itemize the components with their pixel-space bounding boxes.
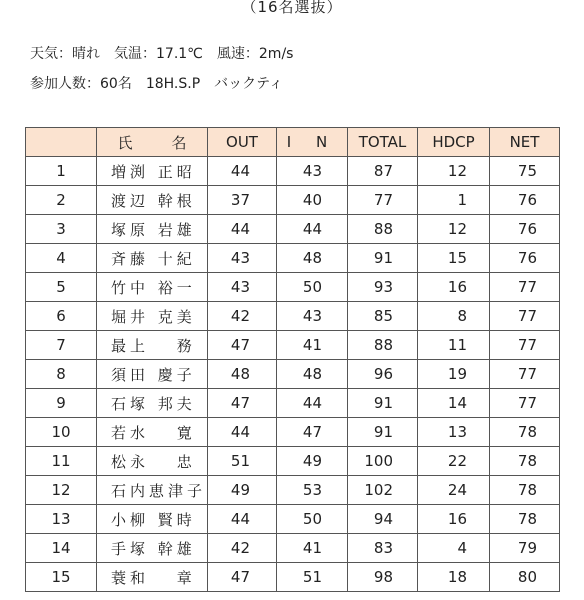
- rank-cell: 12: [26, 476, 97, 505]
- table-row: [26, 389, 560, 418]
- table-row: [26, 331, 560, 360]
- table-row: [26, 186, 560, 215]
- net-score-cell: 78: [490, 447, 560, 476]
- hdcp-cell: 18: [418, 563, 490, 592]
- rank-cell: 10: [26, 418, 97, 447]
- total-score-cell: 96: [348, 360, 418, 389]
- total-score-cell: 91: [348, 244, 418, 273]
- total-score-cell: 94: [348, 505, 418, 534]
- total-score-cell: 77: [348, 186, 418, 215]
- header-in: I N: [277, 128, 348, 157]
- player-name-cell: 手塚 幹雄: [97, 534, 208, 563]
- in-score-cell: 51: [277, 563, 348, 592]
- weather-info: 天気：晴れ 気温：17.1℃ 風速：2m/s: [30, 46, 294, 62]
- net-score-cell: 78: [490, 418, 560, 447]
- hdcp-cell: 16: [418, 273, 490, 302]
- in-score-cell: 43: [277, 157, 348, 186]
- player-name-cell: 須田 慶子: [97, 360, 208, 389]
- hdcp-cell: 16: [418, 505, 490, 534]
- event-info: 参加人数：60名 18H.S.P バックティ: [30, 76, 284, 92]
- total-score-cell: 83: [348, 534, 418, 563]
- out-score-cell: 48: [208, 360, 277, 389]
- in-score-cell: 53: [277, 476, 348, 505]
- rank-cell: 4: [26, 244, 97, 273]
- total-score-cell: 85: [348, 302, 418, 331]
- table-row: [26, 505, 560, 534]
- net-score-cell: 78: [490, 505, 560, 534]
- header-hdcp: HDCP: [418, 128, 490, 157]
- player-name-cell: 塚原 岩雄: [97, 215, 208, 244]
- header-net: NET: [490, 128, 560, 157]
- header-name: 氏 名: [97, 128, 208, 157]
- out-score-cell: 44: [208, 418, 277, 447]
- hdcp-cell: 12: [418, 215, 490, 244]
- table-header-row: [26, 128, 560, 157]
- hdcp-cell: 8: [418, 302, 490, 331]
- in-score-cell: 48: [277, 244, 348, 273]
- player-name-cell: 蓑和 章: [97, 563, 208, 592]
- out-score-cell: 51: [208, 447, 277, 476]
- net-score-cell: 76: [490, 186, 560, 215]
- rank-cell: 5: [26, 273, 97, 302]
- table-row: [26, 534, 560, 563]
- in-score-cell: 40: [277, 186, 348, 215]
- player-name-cell: 堀井 克美: [97, 302, 208, 331]
- player-name-cell: 竹中 裕一: [97, 273, 208, 302]
- in-score-cell: 41: [277, 331, 348, 360]
- rank-cell: 8: [26, 360, 97, 389]
- total-score-cell: 102: [348, 476, 418, 505]
- net-score-cell: 77: [490, 331, 560, 360]
- total-score-cell: 91: [348, 418, 418, 447]
- in-score-cell: 41: [277, 534, 348, 563]
- out-score-cell: 47: [208, 389, 277, 418]
- player-name-cell: 斉藤 十紀: [97, 244, 208, 273]
- hdcp-cell: 14: [418, 389, 490, 418]
- out-score-cell: 49: [208, 476, 277, 505]
- total-score-cell: 98: [348, 563, 418, 592]
- rank-cell: 14: [26, 534, 97, 563]
- table-row: [26, 215, 560, 244]
- player-name-cell: 渡辺 幹根: [97, 186, 208, 215]
- net-score-cell: 76: [490, 244, 560, 273]
- out-score-cell: 42: [208, 302, 277, 331]
- hdcp-cell: 15: [418, 244, 490, 273]
- table-row: [26, 447, 560, 476]
- in-score-cell: 47: [277, 418, 348, 447]
- out-score-cell: 42: [208, 534, 277, 563]
- header-out: OUT: [208, 128, 277, 157]
- out-score-cell: 43: [208, 244, 277, 273]
- table-row: [26, 244, 560, 273]
- hdcp-cell: 13: [418, 418, 490, 447]
- header-rank: [26, 128, 97, 157]
- out-score-cell: 43: [208, 273, 277, 302]
- net-score-cell: 77: [490, 302, 560, 331]
- hdcp-cell: 24: [418, 476, 490, 505]
- total-score-cell: 93: [348, 273, 418, 302]
- net-score-cell: 77: [490, 360, 560, 389]
- rank-cell: 6: [26, 302, 97, 331]
- rank-cell: 13: [26, 505, 97, 534]
- in-score-cell: 48: [277, 360, 348, 389]
- table-row: [26, 563, 560, 592]
- in-score-cell: 49: [277, 447, 348, 476]
- net-score-cell: 77: [490, 273, 560, 302]
- table-row: [26, 302, 560, 331]
- net-score-cell: 77: [490, 389, 560, 418]
- hdcp-cell: 1: [418, 186, 490, 215]
- in-score-cell: 50: [277, 273, 348, 302]
- in-score-cell: 43: [277, 302, 348, 331]
- total-score-cell: 87: [348, 157, 418, 186]
- rank-cell: 2: [26, 186, 97, 215]
- hdcp-cell: 12: [418, 157, 490, 186]
- rank-cell: 11: [26, 447, 97, 476]
- player-name-cell: 若水 寛: [97, 418, 208, 447]
- hdcp-cell: 19: [418, 360, 490, 389]
- rank-cell: 7: [26, 331, 97, 360]
- rank-cell: 1: [26, 157, 97, 186]
- out-score-cell: 37: [208, 186, 277, 215]
- out-score-cell: 47: [208, 331, 277, 360]
- table-row: [26, 157, 560, 186]
- player-name-cell: 石塚 邦夫: [97, 389, 208, 418]
- out-score-cell: 47: [208, 563, 277, 592]
- table-row: [26, 476, 560, 505]
- player-name-cell: 増渕 正昭: [97, 157, 208, 186]
- player-name-cell: 松永 忠: [97, 447, 208, 476]
- results-table: [25, 127, 560, 592]
- net-score-cell: 78: [490, 476, 560, 505]
- hdcp-cell: 4: [418, 534, 490, 563]
- total-score-cell: 91: [348, 389, 418, 418]
- out-score-cell: 44: [208, 215, 277, 244]
- rank-cell: 9: [26, 389, 97, 418]
- total-score-cell: 88: [348, 215, 418, 244]
- player-name-cell: 小柳 賢時: [97, 505, 208, 534]
- in-score-cell: 50: [277, 505, 348, 534]
- table-row: [26, 273, 560, 302]
- table-row: [26, 418, 560, 447]
- hdcp-cell: 11: [418, 331, 490, 360]
- page-subtitle: （16名選抜）: [241, 0, 343, 16]
- header-total: TOTAL: [348, 128, 418, 157]
- out-score-cell: 44: [208, 505, 277, 534]
- results-body: [26, 157, 560, 592]
- out-score-cell: 44: [208, 157, 277, 186]
- total-score-cell: 100: [348, 447, 418, 476]
- in-score-cell: 44: [277, 215, 348, 244]
- net-score-cell: 80: [490, 563, 560, 592]
- hdcp-cell: 22: [418, 447, 490, 476]
- rank-cell: 3: [26, 215, 97, 244]
- net-score-cell: 76: [490, 215, 560, 244]
- table-row: [26, 360, 560, 389]
- player-name-cell: 最上 務: [97, 331, 208, 360]
- player-name-cell: 石内恵津子: [97, 476, 208, 505]
- rank-cell: 15: [26, 563, 97, 592]
- net-score-cell: 75: [490, 157, 560, 186]
- total-score-cell: 88: [348, 331, 418, 360]
- in-score-cell: 44: [277, 389, 348, 418]
- net-score-cell: 79: [490, 534, 560, 563]
